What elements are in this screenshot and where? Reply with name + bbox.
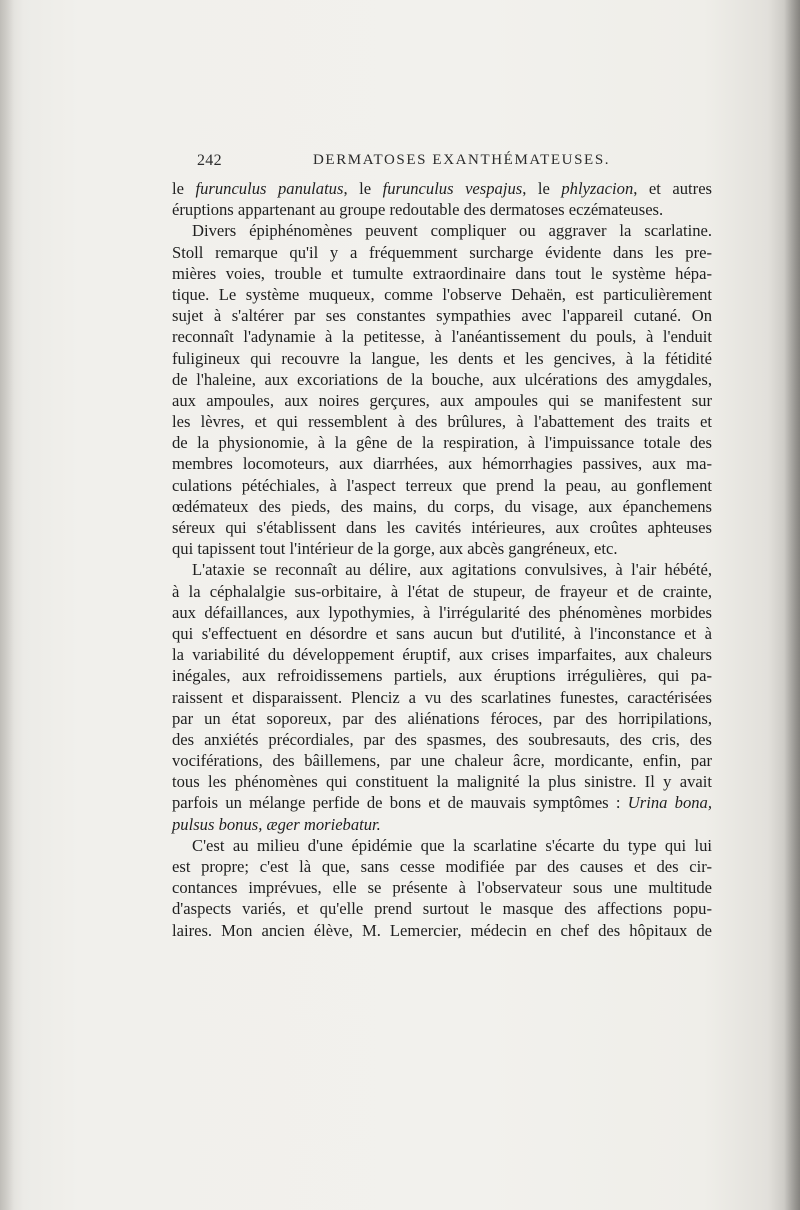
text-line — [172, 581, 712, 602]
text-line — [172, 687, 712, 708]
text-run: , le — [522, 179, 562, 198]
text-run: C'est au milieu d'une épidémie que la scarlatine s'écarte du type qui lui — [192, 835, 712, 855]
text-line — [172, 538, 712, 559]
text-run: les lèvres, et qui ressemblent à des brûlures, à l'abattement des traits et — [172, 412, 712, 432]
text-line — [172, 496, 712, 517]
text-line — [172, 348, 712, 369]
text-run: membres locomoteurs, aux diarrhées, aux hémorrhagies passives, aux ma- — [172, 454, 712, 474]
text-line — [172, 644, 712, 665]
text-line — [172, 835, 712, 856]
text-run: la variabilité du développement éruptif, aux crises imparfaites, aux chaleurs — [172, 645, 712, 665]
text-run: , et autres — [633, 179, 713, 198]
text-run: qui s'effectuent en désordre et sans aucun but d'utilité, à l'inconstance et à — [172, 623, 712, 643]
text-run: inégales, aux refroidissemens partiels, aux éruptions irrégulières, qui pa- — [172, 666, 712, 686]
text-run: œdémateux des pieds, des mains, du corps, du visage, aux épanchemens — [172, 496, 712, 516]
text-line — [172, 369, 712, 390]
text-line — [172, 390, 712, 411]
text-run: Stoll remarque qu'il y a fréquemment surcharge évidente dans les pre- — [172, 242, 712, 262]
text-run: culations pétéchiales, à l'aspect terreux que prend la peau, au gonflement — [172, 475, 712, 495]
text-run: laires. Mon ancien élève, M. Lemercier, médecin en chef des hôpitaux de — [172, 920, 712, 940]
text-line — [172, 242, 712, 263]
text-run: séreux qui s'établissent dans les cavités intérieures, aux croûtes aphteuses — [172, 518, 712, 537]
text-run: reconnaît l'adynamie à la petitesse, à l'anéantissement du pouls, à l'enduit — [172, 327, 712, 347]
text-run: tous les phénomènes qui constituent la malignité la plus sinistre. Il y avait — [172, 772, 712, 792]
text-run: des anxiétés précordiales, par des spasmes, des soubresauts, des cris, des — [172, 729, 712, 749]
text-run: mières voies, trouble et tumulte extraordinaire dans tout le système hépa- — [172, 263, 712, 283]
text-run: tique. Le système muqueux, comme l'observe Dehaën, est particulièrement — [172, 284, 712, 304]
text-line — [172, 814, 422, 835]
running-head: DERMATOSES EXANTHÉMATEUSES. — [313, 152, 611, 168]
text-line — [172, 517, 712, 538]
text-line — [172, 178, 712, 199]
text-run: aux ampoules, aux noires gerçures, aux ampoules qui se manifestent sur — [172, 390, 712, 410]
text-run: contances imprévues, elle se présente à l'observateur sous une multitude — [172, 878, 712, 898]
text-line — [172, 602, 712, 623]
text-line — [172, 284, 712, 305]
text-run: aux défaillances, aux lypothymies, à l'irrégularité des phénomènes morbides — [172, 602, 712, 622]
text-line — [172, 326, 712, 347]
text-run: d'aspects variés, et qu'elle prend surtout le masque des affections popu- — [172, 899, 712, 919]
text-line — [172, 877, 712, 898]
text-line — [172, 263, 712, 284]
page-number: 242 — [197, 152, 222, 169]
text-run: Divers épiphénomènes peuvent compliquer ou aggraver la scarlatine. — [192, 221, 712, 241]
text-run: à la céphalalgie sus-orbitaire, à l'état de stupeur, de frayeur et de crainte, — [172, 581, 712, 601]
page-edge-shadow-right — [784, 0, 800, 1210]
text-line — [172, 559, 712, 580]
text-run: de l'haleine, aux excoriations de la bouche, aux ulcérations des amygdales, — [172, 369, 712, 389]
text-line — [172, 453, 712, 474]
text-line — [172, 898, 712, 919]
text-line — [172, 771, 712, 792]
text-line — [172, 750, 712, 771]
text-run: le — [172, 179, 196, 198]
text-line — [172, 792, 712, 813]
text-run: de la physionomie, à la gêne de la respiration, à l'impuissance totale des — [172, 433, 712, 453]
text-line — [172, 475, 712, 496]
text-run: est propre; c'est là que, sans cesse modifiée par des causes et des cir- — [172, 857, 712, 876]
text-line — [172, 920, 712, 941]
italic-text: furunculus vespajus — [382, 179, 523, 198]
text-line — [172, 708, 712, 729]
text-line — [172, 665, 712, 686]
text-line — [172, 432, 712, 453]
text-run: vociférations, des bâillemens, par une chaleur âcre, mordicante, enfin, par — [172, 751, 712, 771]
text-run: éruptions appartenant au groupe redoutable des dermatoses eczémateuses. — [172, 200, 664, 220]
body-text — [172, 178, 712, 941]
text-line — [172, 856, 712, 877]
italic-text: phlyzacion — [561, 179, 634, 198]
text-run: qui tapissent tout l'intérieur de la gorge, aux abcès gangréneux, etc. — [172, 539, 618, 559]
page-header — [197, 152, 713, 176]
text-run: sujet à s'altérer par ses constantes sympathies avec l'appareil cutané. On — [172, 306, 712, 326]
text-run: parfois un mélange perfide de bons et de mauvais symptômes : — [172, 793, 628, 813]
text-run: fuligineux qui recouvre la langue, les dents et les gencives, à la fétidité — [172, 348, 712, 368]
text-run: , le — [343, 179, 383, 198]
italic-text: furunculus panulatus — [195, 179, 344, 198]
italic-text: pulsus bonus, æger moriebatur. — [172, 814, 381, 834]
italic-text: Urina bona, — [627, 793, 712, 813]
text-line — [172, 411, 712, 432]
text-line — [172, 199, 712, 220]
text-line — [172, 305, 712, 326]
page-edge-shadow-left — [0, 0, 14, 1210]
text-line — [172, 220, 712, 241]
text-run: par un état soporeux, par des aliénations féroces, par des horripilations, — [172, 708, 712, 728]
text-line — [172, 729, 712, 750]
text-line — [172, 623, 712, 644]
text-run: raissent et disparaissent. Plenciz a vu des scarlatines funestes, caractérisées — [172, 687, 712, 707]
text-run: L'ataxie se reconnaît au délire, aux agitations convulsives, à l'air hébété, — [192, 560, 712, 580]
